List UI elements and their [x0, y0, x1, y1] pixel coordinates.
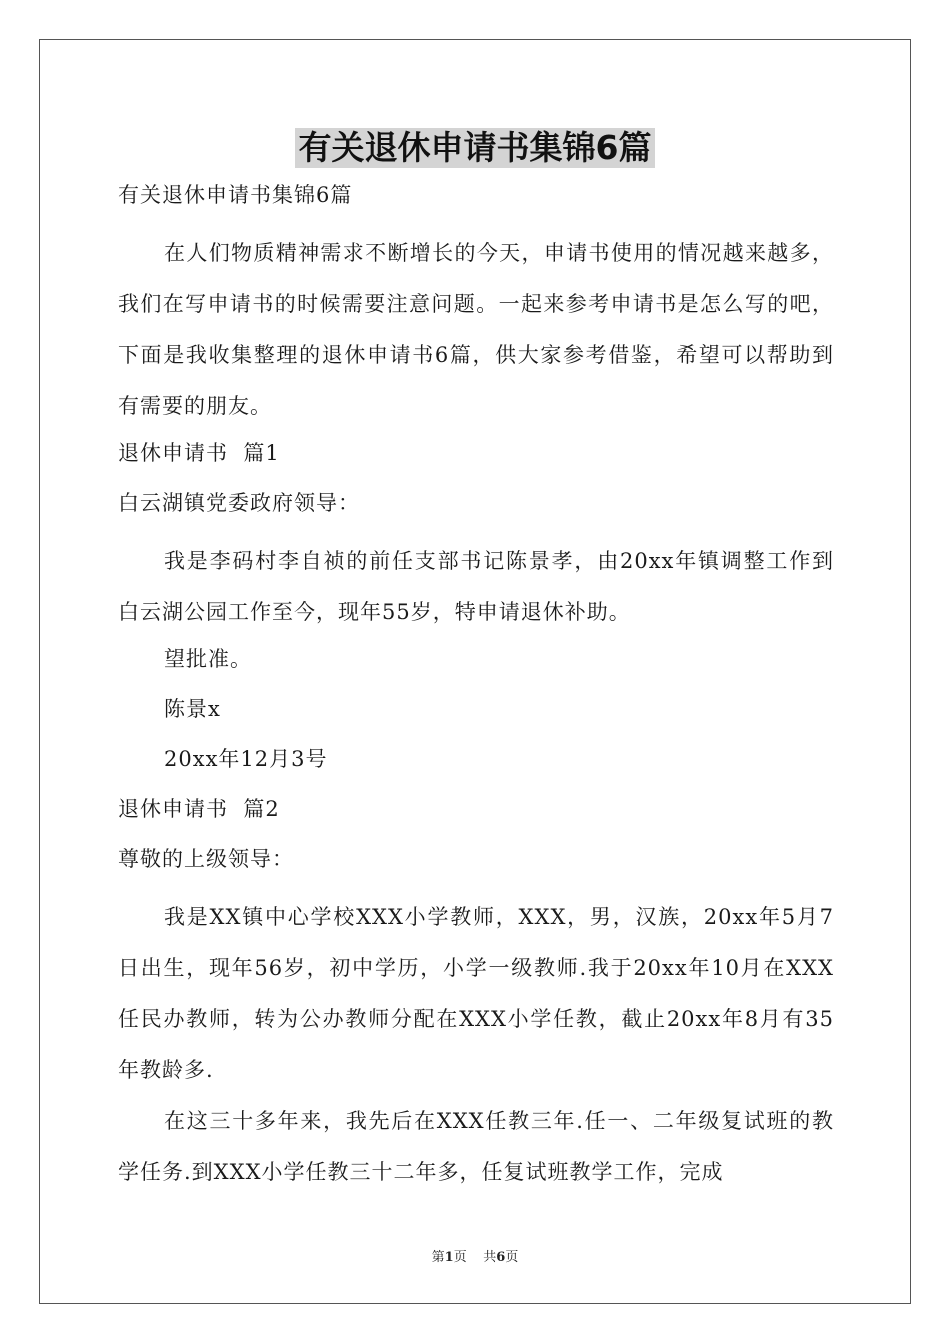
signature: 陈景x [164, 697, 221, 721]
intro-paragraph: 在人们物质精神需求不断增长的今天，申请书使用的情况越来越多，我们在写申请书的时候需要注意问题。一起来参考申请书是怎么写的吧，下面是我收集整理的退休申请书6篇，供大家参考借鉴，希望可以帮助到有需要的朋友。 [118, 241, 834, 418]
section-heading: 退休申请书 篇1 [118, 441, 280, 465]
body-paragraph: 在这三十多年来，我先后在XXX任教三年.任一、二年级复试班的教学任务.到XXX小学任教三十二年多，任复试班教学工作，完成 [118, 1109, 834, 1184]
document-body [118, 178, 834, 1198]
section-heading: 退休申请书 篇2 [118, 797, 280, 821]
page-number: 1 [444, 1250, 454, 1265]
page-prefix: 第 [431, 1250, 445, 1265]
page-total: 6 [496, 1250, 506, 1265]
salutation: 尊敬的上级领导： [118, 847, 294, 871]
title-area [0, 128, 950, 168]
body-paragraph: 我是李码村李自祯的前任支部书记陈景孝，由20xx年镇调整工作到白云湖公园工作至今，现年55岁，特申请退休补助。 [118, 549, 834, 624]
document-subtitle: 有关退休申请书集锦6篇 [118, 183, 353, 207]
page-footer [0, 1246, 950, 1265]
total-suffix: 页 [505, 1250, 519, 1265]
document-title: 有关退休申请书集锦6篇 [295, 128, 656, 168]
page-suffix: 页 [453, 1250, 467, 1265]
closing-line: 望批准。 [164, 647, 252, 671]
total-prefix: 共 [483, 1250, 497, 1265]
date-line: 20xx年12月3号 [164, 747, 328, 771]
body-paragraph: 我是XX镇中心学校XXX小学教师，XXX，男，汉族，20xx年5月7日出生，现年56岁，初中学历，小学一级教师.我于20xx年10月在XXX任民办教师，转为公办教师分配在XXX小学任教，截止20xx年8月有35年教龄多. [118, 905, 834, 1082]
salutation: 白云湖镇党委政府领导： [118, 491, 360, 515]
